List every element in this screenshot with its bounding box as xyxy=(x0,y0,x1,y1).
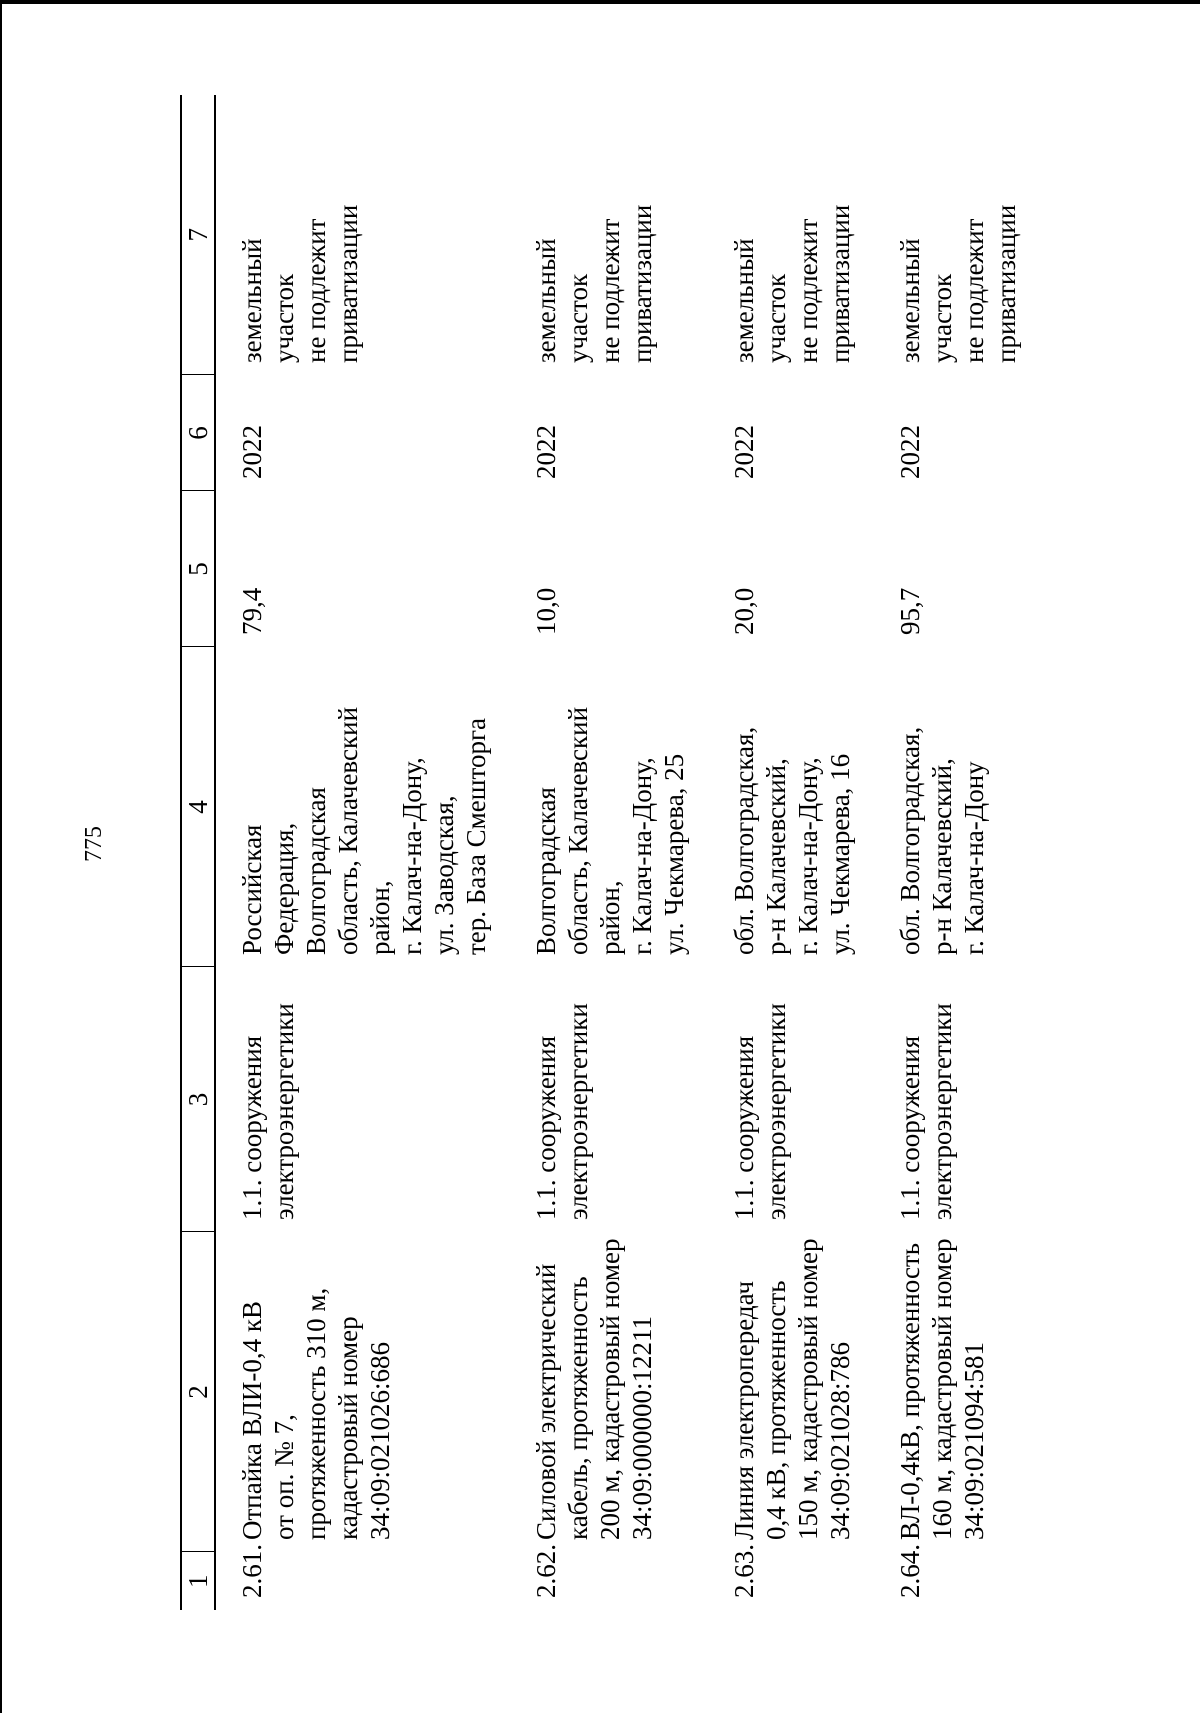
value-cell: 95,7 xyxy=(895,587,925,635)
year-cell: 2022 xyxy=(729,425,759,479)
note-cell: земельный участок не подлежит приватизации xyxy=(895,204,1021,363)
value-cell: 20,0 xyxy=(729,587,759,635)
header-cell-4: 4 xyxy=(181,647,215,967)
header-cell-7: 7 xyxy=(181,95,215,375)
table-row xyxy=(215,95,510,1610)
scan-edge-left xyxy=(0,0,2,1713)
year-cell: 2022 xyxy=(531,425,561,479)
value-cell: 10,0 xyxy=(531,587,561,635)
row-number-cell: 2.61. xyxy=(237,1544,267,1598)
address-cell: Волгоградская область, Калачевский район, г. Калач-на-Дону, ул. Чекмарева, 25 xyxy=(531,706,689,955)
category-cell: 1.1. сооружения электроэнергетики xyxy=(237,1003,299,1220)
year-cell: 2022 xyxy=(895,425,925,479)
scan-edge-top xyxy=(0,0,1200,4)
value-cell: 79,4 xyxy=(237,587,267,635)
object-name-cell: ВЛ-0,4кВ, протяженность 160 м, кадастровый номер 34:09:021094:581 xyxy=(895,1238,989,1540)
header-cell-6: 6 xyxy=(181,375,215,491)
category-cell: 1.1. сооружения электроэнергетики xyxy=(895,1003,957,1220)
year-cell: 2022 xyxy=(237,425,267,479)
note-cell: земельный участок не подлежит приватизации xyxy=(729,204,855,363)
header-row xyxy=(181,95,215,1610)
address-cell: обл. Волгоградская, р-н Калачевский, г. Калач-на-Дону xyxy=(895,726,989,955)
header-cell-3: 3 xyxy=(181,967,215,1232)
table-row xyxy=(510,95,708,1610)
header-cell-2: 2 xyxy=(181,1232,215,1552)
rotated-table-sheet xyxy=(180,95,1040,1610)
row-number-cell: 2.64. xyxy=(895,1544,925,1598)
header-cell-5: 5 xyxy=(181,491,215,647)
address-cell: обл. Волгоградская, р-н Калачевский, г. Калач-на-Дону, ул. Чекмарева, 16 xyxy=(729,726,855,955)
page-number: 775 xyxy=(81,826,107,862)
row-number-cell: 2.63. xyxy=(729,1544,759,1598)
property-table xyxy=(180,95,1040,1610)
category-cell: 1.1. сооружения электроэнергетики xyxy=(729,1003,791,1220)
row-number-cell: 2.62. xyxy=(531,1544,561,1598)
note-cell: земельный участок не подлежит приватизации xyxy=(531,204,657,363)
address-cell: Российская Федерация, Волгоградская область, Калачевский район, г. Калач-на-Дону, ул. Заводская, тер. База Смешторга xyxy=(237,706,491,955)
object-name-cell: Отпайка ВЛИ-0,4 кВ от оп. № 7, протяженность 310 м, кадастровый номер 34:09:021026:686 xyxy=(237,1287,395,1540)
header-cell-1: 1 xyxy=(181,1552,215,1610)
object-name-cell: Силовой электрический кабель, протяженность 200 м, кадастровый номер 34:09:000000:12211 xyxy=(531,1238,657,1540)
table-row xyxy=(874,95,1040,1610)
category-cell: 1.1. сооружения электроэнергетики xyxy=(531,1003,593,1220)
note-cell: земельный участок не подлежит приватизации xyxy=(237,204,363,363)
table-row xyxy=(708,95,874,1610)
object-name-cell: Линия электропередач 0,4 кВ, протяженность 150 м, кадастровый номер 34:09:021028:786 xyxy=(729,1238,855,1540)
